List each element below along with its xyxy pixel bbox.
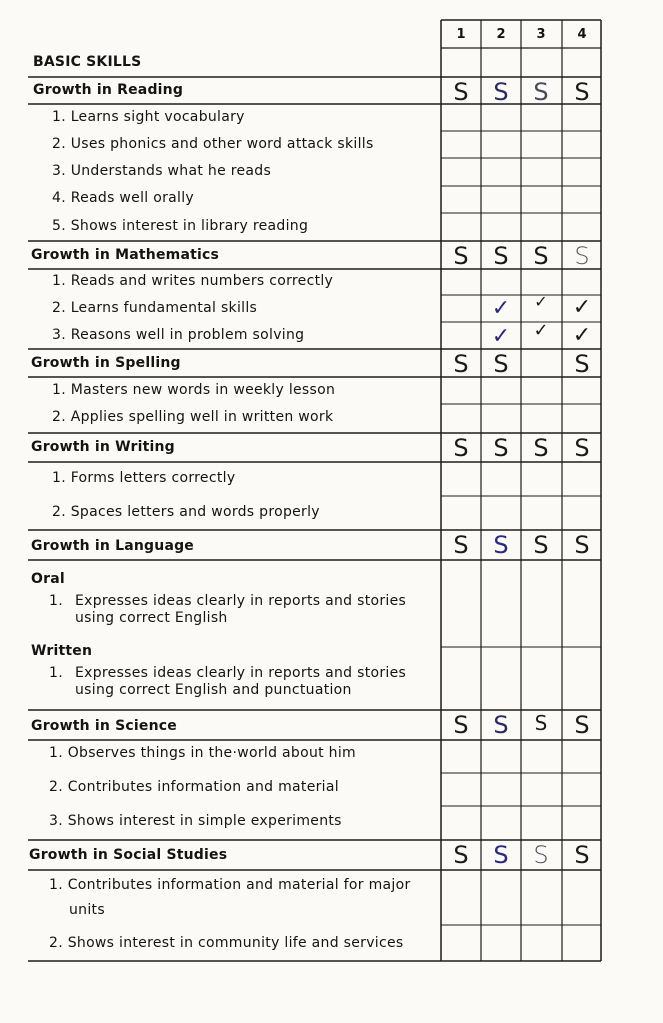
page-title: BASIC SKILLS [33,54,142,70]
list-item: using correct English and punctuation [75,682,352,698]
mark-writing-4: S [574,434,590,462]
mark-spelling-2: S [493,350,509,378]
list-item: using correct English [75,610,228,626]
check-mark-math-2-col2: ✓ [491,296,511,321]
mark-spelling-1: S [453,350,469,378]
list-item: 2. Applies spelling well in written work [52,409,334,425]
subsection-label-oral: Oral [31,571,65,587]
list-item: 1. Masters new words in weekly lesson [52,382,336,398]
mark-science-3: S [534,711,548,735]
list-item: 2. Shows interest in community life and services [49,935,404,951]
mark-math-1: S [453,242,469,270]
mark-writing-1: S [453,434,469,462]
mark-language-1: S [453,531,469,559]
list-item: 1. Reads and writes numbers correctly [52,273,334,289]
mark-writing-3: S [533,434,549,462]
column-header-2: 2 [496,27,506,42]
column-header-1: 1 [456,27,466,42]
list-item: 2. Contributes information and material [49,779,339,795]
list-item: 1. Learns sight vocabulary [52,109,245,125]
mark-social-3: S [533,841,549,869]
list-item-number: 1. [49,665,63,681]
list-item: 2. Learns fundamental skills [52,300,258,316]
list-item: 2. Spaces letters and words properly [52,504,320,520]
section-heading-science: Growth in Science [31,718,177,734]
list-item: 2. Uses phonics and other word attack skills [52,136,374,152]
list-item: 4. Reads well orally [52,190,194,206]
check-mark-math-2-col4: ✓ [572,295,592,320]
list-item: units [69,902,105,918]
column-header-4: 4 [577,27,587,42]
mark-reading-4: S [574,78,590,106]
section-heading-language: Growth in Language [31,538,195,554]
mark-language-2: S [493,531,509,559]
mark-reading-1: S [453,78,469,106]
list-item: 1. Contributes information and material for major [49,877,411,893]
section-heading-spelling: Growth in Spelling [31,355,181,371]
section-heading-reading: Growth in Reading [33,82,184,98]
mark-science-1: S [453,711,469,739]
mark-social-2: S [493,841,509,869]
check-mark-math-3-col4: ✓ [572,323,592,348]
mark-reading-3: S [533,78,549,106]
mark-math-4: S [574,242,590,270]
subsection-label-written: Written [31,643,93,659]
list-item: Expresses ideas clearly in reports and stories [75,593,407,609]
list-item: 1. Forms letters correctly [52,470,236,486]
mark-social-1: S [453,841,469,869]
list-item: 1. Observes things in the·world about him [49,745,356,761]
mark-reading-2: S [493,78,509,106]
mark-science-2: S [493,711,509,739]
mark-writing-2: S [493,434,509,462]
list-item-number: 1. [49,593,63,609]
mark-language-3: S [533,531,549,559]
check-mark-math-2-col3: ✓ [534,292,548,311]
section-heading-writing: Growth in Writing [31,439,175,455]
check-mark-math-3-col2: ✓ [491,324,511,349]
check-mark-math-3-col3: ✓ [533,320,549,341]
list-item: 3. Shows interest in simple experiments [49,813,342,829]
mark-spelling-4: S [574,350,590,378]
column-header-3: 3 [536,27,546,42]
mark-social-4: S [574,841,590,869]
section-heading-mathematics: Growth in Mathematics [31,247,220,263]
mark-math-2: S [493,242,509,270]
list-item: Expresses ideas clearly in reports and stories [75,665,407,681]
section-heading-social-studies: Growth in Social Studies [29,847,228,863]
list-item: 3. Reasons well in problem solving [52,327,305,343]
mark-language-4: S [574,531,590,559]
list-item: 3. Understands what he reads [52,163,272,179]
mark-science-4: S [574,711,590,739]
list-item: 5. Shows interest in library reading [52,218,309,234]
mark-math-3: S [533,242,549,270]
